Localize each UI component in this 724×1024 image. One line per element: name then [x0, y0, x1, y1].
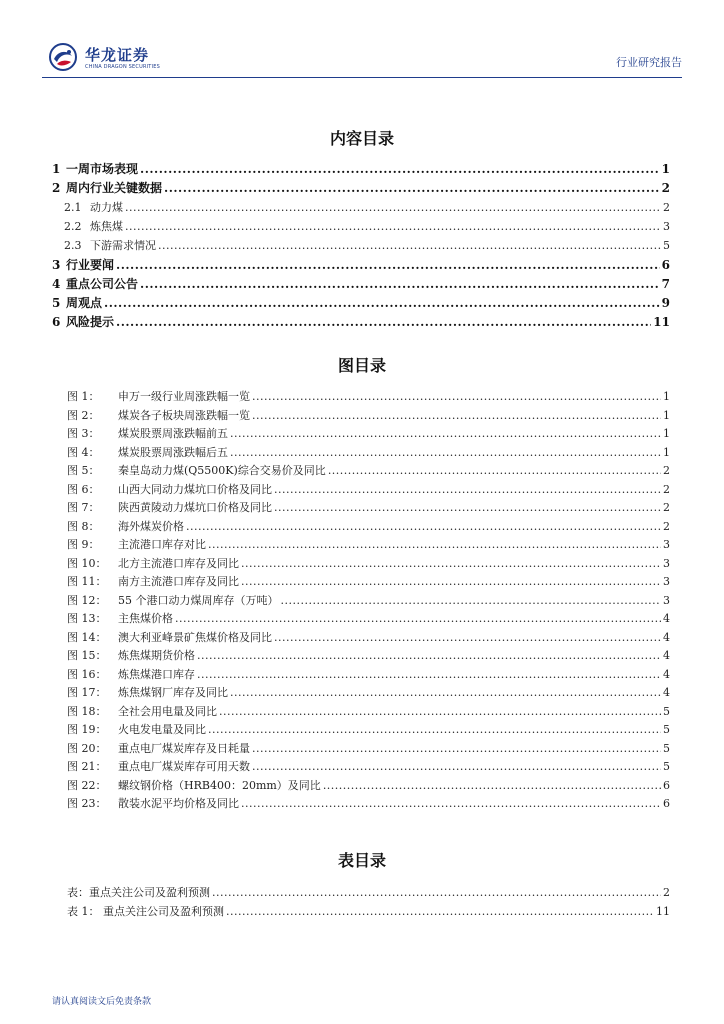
- figure-page: 4: [663, 630, 670, 644]
- dot-leader: [274, 631, 661, 644]
- toc-entry-number: 2.1: [64, 201, 82, 214]
- toc-entry-page: 2: [663, 201, 670, 214]
- figure-page: 5: [663, 741, 670, 755]
- figure-page: 5: [663, 723, 670, 736]
- figure-number: 图 14：: [67, 630, 107, 644]
- toc-entry-page: 7: [661, 277, 670, 291]
- figure-page: 6: [663, 797, 670, 810]
- figure-entry[interactable]: [67, 703, 670, 722]
- figure-page: 1: [663, 390, 670, 403]
- toc-subentry[interactable]: [64, 237, 670, 256]
- toc-subentry[interactable]: [64, 218, 670, 237]
- figure-number: 图 19：: [67, 723, 107, 736]
- figure-page: 2: [663, 482, 670, 496]
- figure-entry[interactable]: [67, 573, 670, 592]
- dot-leader: [219, 705, 661, 718]
- figure-number: 图 1：: [67, 390, 100, 403]
- toc-entry[interactable]: [52, 256, 670, 275]
- table-entry[interactable]: [67, 903, 670, 922]
- toc-entry-label: 炼焦煤: [90, 220, 123, 233]
- toc-entry-page: 2: [661, 181, 670, 195]
- page-header: [42, 40, 682, 76]
- figure-number: 图 17：: [67, 686, 107, 699]
- figure-entry[interactable]: [67, 555, 670, 574]
- figure-number: 图 8：: [67, 519, 100, 533]
- table-list-title: 表目录: [337, 851, 386, 870]
- toc-entry-label: 行业要闻: [66, 258, 115, 272]
- figure-entry[interactable]: [67, 795, 670, 814]
- figure-entry[interactable]: [67, 647, 670, 666]
- figure-page: 3: [663, 575, 670, 588]
- figure-entry[interactable]: [67, 536, 670, 555]
- figure-label: 重点电厂煤炭库存及日耗量: [118, 741, 250, 755]
- dot-leader: [208, 723, 661, 736]
- figure-entry[interactable]: [67, 740, 670, 759]
- figure-page: 1: [663, 445, 670, 459]
- toc-entry-label: 周观点: [66, 296, 103, 310]
- toc-subentry[interactable]: [64, 199, 670, 218]
- table-page: 11: [656, 905, 670, 918]
- toc-entry-label: 重点公司公告: [66, 277, 139, 291]
- figure-label: 煤炭股票周涨跌幅后五: [118, 445, 228, 459]
- figure-number: 图 7：: [67, 501, 100, 514]
- figure-page: 3: [663, 538, 670, 551]
- dot-leader: [125, 220, 661, 233]
- figure-entry[interactable]: [67, 444, 670, 463]
- dot-leader: [274, 501, 661, 514]
- dot-leader: [104, 296, 660, 310]
- figure-entry[interactable]: [67, 481, 670, 500]
- toc-entry-number: 4: [52, 277, 61, 291]
- figure-label: 海外煤炭价格: [118, 519, 184, 533]
- toc-entry-number: 2: [52, 181, 61, 195]
- figure-label: 澳大利亚峰景矿焦煤价格及同比: [118, 630, 272, 644]
- dot-leader: [281, 594, 662, 607]
- figure-label: 火电发电量及同比: [118, 723, 206, 736]
- toc-entry-label: 一周市场表现: [66, 162, 139, 176]
- dot-leader: [197, 668, 661, 681]
- toc-entry-label: 风险提示: [66, 315, 115, 329]
- figure-entry[interactable]: [67, 684, 670, 703]
- dot-leader: [208, 538, 661, 551]
- figure-label: 山西大同动力煤坑口价格及同比: [118, 482, 272, 496]
- dot-leader: [241, 797, 661, 810]
- figure-page: 4: [663, 649, 670, 662]
- figure-page: 2: [663, 501, 670, 514]
- figure-page: 2: [663, 464, 670, 477]
- figure-number: 图 10：: [67, 556, 107, 570]
- table-label: 表 1： 重点关注公司及盈利预测: [67, 905, 224, 918]
- dot-leader: [175, 612, 661, 625]
- figure-entry[interactable]: [67, 592, 670, 611]
- toc-entry-number: 6: [52, 315, 61, 329]
- figure-number: 图 21：: [67, 760, 107, 773]
- toc-entry-number: 3: [52, 258, 61, 272]
- figure-entry[interactable]: [67, 425, 670, 444]
- dot-leader: [158, 239, 661, 252]
- toc-entry-number: 2.2: [64, 220, 82, 233]
- dot-leader: [241, 575, 661, 588]
- dot-leader: [164, 181, 660, 195]
- dot-leader: [323, 779, 661, 792]
- toc-entry-label: 动力煤: [90, 201, 123, 214]
- company-logo: [42, 40, 202, 76]
- toc-entry[interactable]: [52, 160, 670, 179]
- figure-page: 4: [663, 612, 670, 625]
- figure-number: 图 3：: [67, 427, 100, 440]
- toc-entry-number: 1: [52, 162, 61, 176]
- figure-label: 煤炭股票周涨跌幅前五: [118, 427, 228, 440]
- figure-number: 图 6：: [67, 482, 100, 496]
- figure-page: 2: [663, 519, 670, 533]
- toc-entry-number: 2.3: [64, 239, 82, 252]
- disclaimer-footer: 请认真阅读文后免责条款: [52, 997, 152, 1007]
- figure-entry[interactable]: [67, 777, 670, 796]
- dot-leader: [186, 520, 661, 533]
- toc-title: 内容目录: [329, 129, 394, 148]
- figure-label: 螺纹钢价格（HRB400：20mm）及同比: [118, 778, 321, 792]
- dot-leader: [274, 483, 661, 496]
- figure-page: 4: [663, 686, 670, 699]
- figure-label: 南方主流港口库存及同比: [118, 575, 239, 588]
- figure-page: 4: [663, 667, 670, 681]
- toc-entry-page: 11: [653, 315, 670, 329]
- figure-number: 图 16：: [67, 667, 107, 681]
- figure-label: 炼焦煤期货价格: [118, 649, 195, 662]
- figure-label: 重点电厂煤炭库存可用天数: [118, 760, 250, 773]
- toc-entry[interactable]: [52, 313, 670, 332]
- brand-name-cn: 华龙证券: [85, 46, 150, 64]
- figure-entry[interactable]: [67, 462, 670, 481]
- figure-number: 图 22：: [67, 778, 107, 792]
- figure-number: 图 18：: [67, 704, 107, 718]
- figure-page: 5: [663, 704, 670, 718]
- toc-entry-page: 9: [661, 296, 670, 310]
- dot-leader: [116, 258, 660, 272]
- figure-number: 图 12：: [67, 593, 107, 607]
- figure-entry[interactable]: [67, 610, 670, 629]
- figure-number: 图 20：: [67, 741, 107, 755]
- toc-entry[interactable]: [52, 179, 670, 198]
- table-entry[interactable]: [67, 884, 670, 903]
- figure-label: 炼焦煤钢厂库存及同比: [118, 686, 228, 699]
- figure-number: 图 5：: [67, 464, 100, 477]
- dot-leader: [125, 201, 661, 214]
- figure-number: 图 9：: [67, 538, 100, 551]
- report-type-label: 行业研究报告: [616, 56, 682, 69]
- figure-entry[interactable]: [67, 388, 670, 407]
- dot-leader: [140, 162, 660, 176]
- figure-number: 图 4：: [67, 445, 100, 459]
- figure-label: 陕西黄陵动力煤坑口价格及同比: [118, 501, 272, 514]
- dot-leader: [226, 905, 654, 918]
- figure-label: 55 个港口动力煤周库存（万吨）: [118, 593, 279, 607]
- dot-leader: [230, 686, 661, 699]
- figure-label: 主焦煤价格: [118, 612, 173, 625]
- dot-leader: [140, 277, 660, 291]
- figure-page: 3: [663, 593, 670, 607]
- toc-entry-page: 1: [661, 162, 670, 176]
- table-label: 表：重点关注公司及盈利预测: [67, 886, 210, 899]
- figure-label: 炼焦煤港口库存: [118, 667, 195, 681]
- figure-label: 全社会用电量及同比: [118, 704, 217, 718]
- toc-entry-label: 下游需求情况: [90, 239, 156, 252]
- dot-leader: [252, 742, 661, 755]
- figure-entry[interactable]: [67, 518, 670, 537]
- dot-leader: [230, 427, 661, 440]
- toc-entry-label: 周内行业关键数据: [66, 181, 163, 195]
- toc-entry-page: 5: [663, 239, 670, 252]
- figure-list-title: 图目录: [337, 356, 386, 375]
- dot-leader: [212, 886, 661, 899]
- figure-entry[interactable]: [67, 407, 670, 426]
- figure-number: 图 15：: [67, 649, 107, 662]
- dot-leader: [252, 760, 661, 773]
- figure-page: 6: [663, 778, 670, 792]
- figure-entry[interactable]: [67, 629, 670, 648]
- figure-label: 申万一级行业周涨跌幅一览: [118, 390, 250, 403]
- figure-label: 煤炭各子板块周涨跌幅一览: [118, 408, 250, 422]
- toc-entry-number: 5: [52, 296, 61, 310]
- dot-leader: [230, 446, 661, 459]
- dragon-logo-icon: [48, 42, 78, 72]
- dot-leader: [252, 390, 661, 403]
- figure-entry[interactable]: [67, 721, 670, 740]
- dot-leader: [328, 464, 661, 477]
- figure-number: 图 11：: [67, 575, 107, 588]
- dot-leader: [116, 315, 651, 329]
- figure-label: 北方主流港口库存及同比: [118, 556, 239, 570]
- toc-entry[interactable]: [52, 275, 670, 294]
- figure-page: 3: [663, 556, 670, 570]
- brand-name-en: CHINA DRAGON SECURITIES: [85, 64, 160, 70]
- figure-label: 主流港口库存对比: [118, 538, 206, 551]
- dot-leader: [252, 409, 661, 422]
- toc-entry-page: 3: [663, 220, 670, 233]
- figure-page: 1: [663, 427, 670, 440]
- figure-page: 5: [663, 760, 670, 773]
- figure-number: 图 13：: [67, 612, 107, 625]
- dot-leader: [241, 557, 661, 570]
- figure-page: 1: [663, 408, 670, 422]
- dot-leader: [197, 649, 661, 662]
- header-divider: [42, 77, 682, 78]
- figure-entry[interactable]: [67, 666, 670, 685]
- table-page: 2: [663, 886, 670, 899]
- toc-entry-page: 6: [661, 258, 670, 272]
- figure-number: 图 23：: [67, 797, 107, 810]
- figure-label: 秦皇岛动力煤(Q5500K)综合交易价及同比: [118, 464, 326, 477]
- figure-number: 图 2：: [67, 408, 100, 422]
- toc-entry[interactable]: [52, 294, 670, 313]
- figure-label: 散装水泥平均价格及同比: [118, 797, 239, 810]
- figure-entry[interactable]: [67, 758, 670, 777]
- figure-entry[interactable]: [67, 499, 670, 518]
